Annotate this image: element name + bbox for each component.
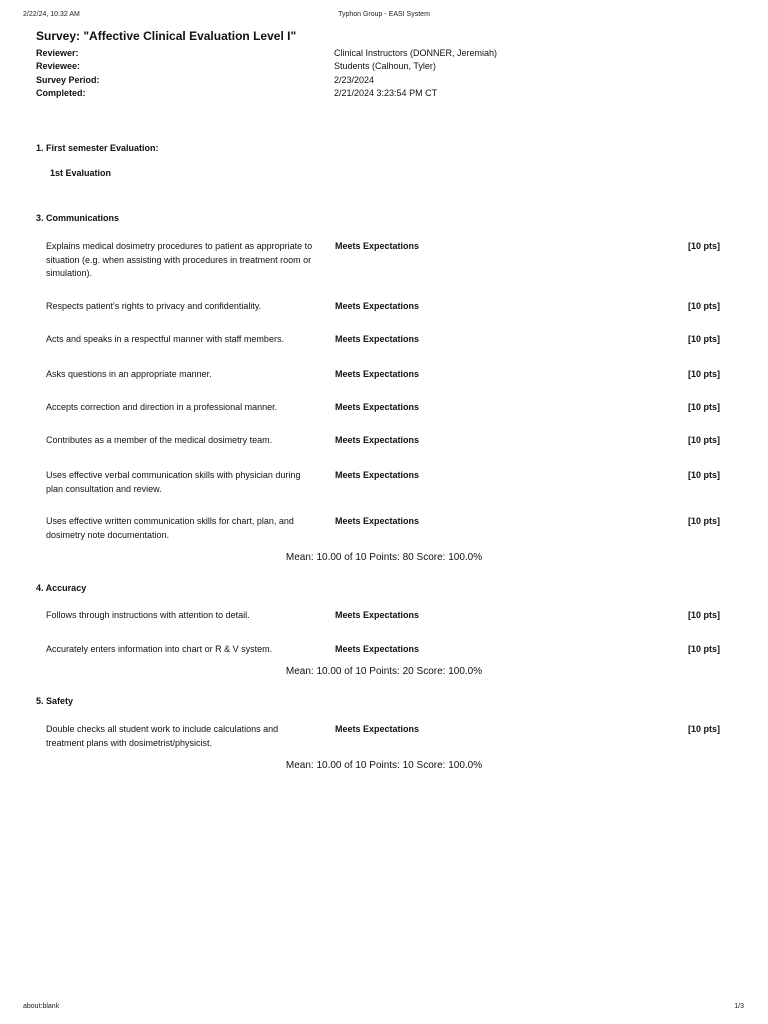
answer-text: Meets Expectations [335, 516, 420, 526]
meta-reviewer [36, 47, 636, 60]
section-heading: 5. Safety [36, 696, 74, 706]
print-header [0, 11, 768, 23]
meta-value: Students (Calhoun, Tyler) [334, 61, 436, 72]
points-text: [10 pts] [687, 470, 720, 480]
question-text: Double checks all student work to include calculations and treatment plans with dosimetrist/physicist. [46, 724, 279, 748]
answer-text: Meets Expectations [335, 334, 420, 344]
question-text: Asks questions in an appropriate manner. [46, 369, 212, 379]
points-text: [10 pts] [687, 402, 720, 412]
points-text: [10 pts] [687, 301, 720, 311]
page-number: 1/3 [734, 1003, 744, 1010]
meta-label: Completed: [36, 87, 86, 98]
question-text: Respects patient's rights to privacy and confidentiality. [46, 301, 262, 311]
points-text: [10 pts] [687, 644, 720, 654]
answer-text: Meets Expectations [335, 241, 420, 251]
answer-text: Meets Expectations [335, 470, 420, 480]
meta-value: Clinical Instructors (DONNER, Jeremiah) [334, 48, 498, 58]
survey-meta [36, 47, 636, 100]
answer-text: Meets Expectations [335, 369, 420, 379]
meta-label: Reviewee: [36, 61, 81, 72]
question-text: Contributes as a member of the medical dosimetry team. [46, 435, 273, 445]
question-text: Acts and speaks in a respectful manner with staff members. [46, 334, 284, 344]
print-site-title: Typhon Group - EASI System [338, 11, 430, 18]
question-text: Accepts correction and direction in a professional manner. [46, 402, 278, 412]
points-text: [10 pts] [687, 516, 720, 526]
meta-value: 2/21/2024 3:23:54 PM CT [334, 87, 438, 98]
meta-label: Survey Period: [36, 74, 100, 85]
answer-text: Meets Expectations [335, 402, 420, 412]
points-text: [10 pts] [687, 369, 720, 379]
points-text: [10 pts] [687, 724, 720, 734]
meta-label: Reviewer: [36, 48, 79, 58]
question-text: Explains medical dosimetry procedures to patient as appropriate to situation (e.g. when assisting with procedures in treatment room or simulation). [46, 241, 313, 278]
answer-text: Meets Expectations [335, 435, 420, 445]
section-heading: 1. First semester Evaluation: [36, 143, 159, 153]
points-text: [10 pts] [687, 334, 720, 344]
meta-completed [36, 87, 636, 100]
question-text: Follows through instructions with attention to detail. [46, 610, 250, 620]
print-datetime: 2/22/24, 10:32 AM [23, 11, 80, 18]
points-text: [10 pts] [687, 610, 720, 620]
section-subheading: 1st Evaluation [50, 168, 112, 178]
section-heading: 3. Communications [36, 213, 120, 223]
section-heading: 4. Accuracy [36, 583, 87, 593]
section-summary: Mean: 10.00 of 10 Points: 20 Score: 100.0% [285, 666, 483, 677]
question-text: Accurately enters information into chart or R & V system. [46, 644, 273, 654]
section-summary: Mean: 10.00 of 10 Points: 10 Score: 100.0% [285, 760, 483, 771]
answer-text: Meets Expectations [335, 301, 420, 311]
points-text: [10 pts] [687, 241, 720, 251]
answer-text: Meets Expectations [335, 644, 420, 654]
section-summary: Mean: 10.00 of 10 Points: 80 Score: 100.0% [285, 552, 483, 563]
survey-title: Survey: "Affective Clinical Evaluation Level I" [36, 29, 297, 43]
answer-text: Meets Expectations [335, 724, 420, 734]
meta-value: 2/23/2024 [334, 74, 375, 85]
question-text: Uses effective verbal communication skills with physician during plan consultation and review. [46, 470, 301, 494]
answer-text: Meets Expectations [335, 610, 420, 620]
meta-reviewee [36, 60, 636, 73]
question-text: Uses effective written communication skills for chart, plan, and dosimetry note documentation. [46, 516, 294, 540]
print-url: about:blank [23, 1003, 60, 1010]
points-text: [10 pts] [687, 435, 720, 445]
meta-survey-period [36, 74, 636, 87]
